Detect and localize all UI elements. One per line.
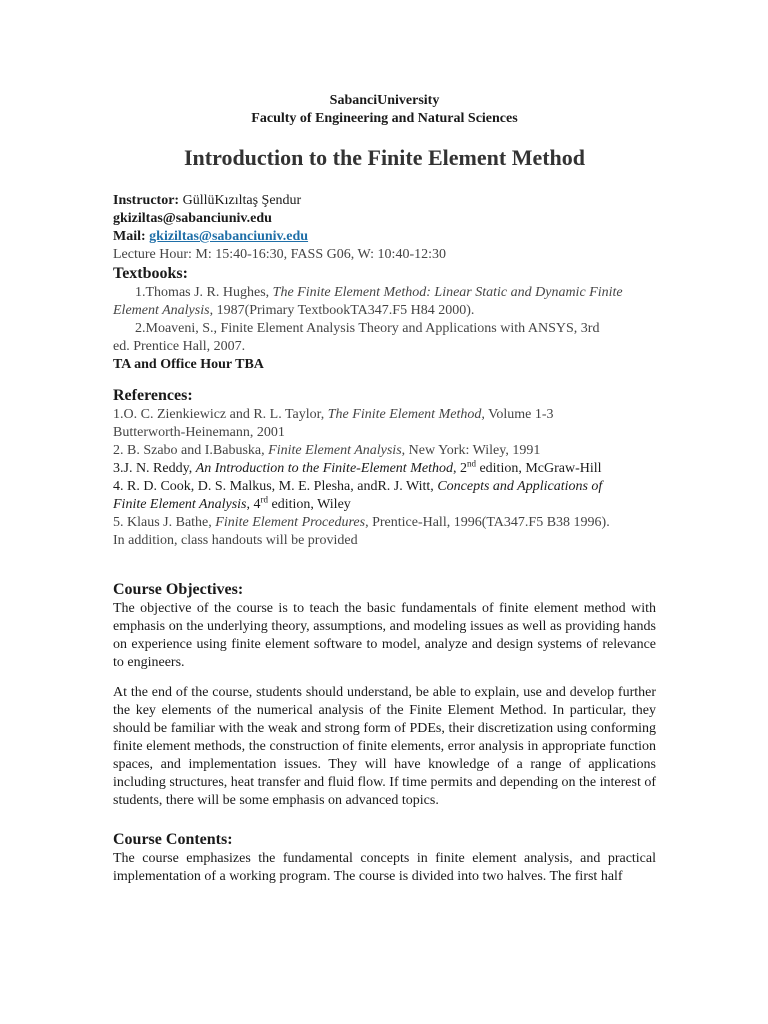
- textbook-1-details: , 1987(Primary TextbookTA347.F5 H84 2000).: [209, 303, 475, 318]
- textbook-2-line1: 2.Moaveni, S., Finite Element Analysis Theory and Applications with ANSYS, 3rd: [135, 321, 600, 336]
- reference-3-authors: 3.J. N. Reddy,: [113, 461, 196, 476]
- page-title: Introduction to the Finite Element Method: [183, 145, 586, 170]
- university-name: SabanciUniversity: [329, 93, 440, 108]
- mail-label: Mail:: [113, 229, 146, 244]
- textbook-1-authors: 1.Thomas J. R. Hughes,: [135, 285, 273, 300]
- reference-4-sup: rd: [260, 494, 268, 505]
- reference-5: [113, 514, 656, 532]
- document-body: [113, 92, 656, 886]
- reference-5-title: Finite Element Procedures: [215, 515, 366, 530]
- reference-3-title: An Introduction to the Finite-Element Method: [195, 461, 453, 476]
- reference-2-authors: 2. B. Szabo and I.Babuska,: [113, 443, 269, 458]
- reference-1-title: The Finite Element Method,: [327, 407, 485, 422]
- references-heading: References:: [113, 387, 193, 404]
- reference-3: [113, 460, 656, 478]
- textbooks-heading: Textbooks:: [113, 265, 188, 282]
- objectives-heading: Course Objectives:: [113, 581, 244, 598]
- reference-2-title: Finite Element Analysis: [268, 443, 402, 458]
- contents-paragraph-1: The course emphasizes the fundamental concepts in finite element analysis, and practical implementation of a working program. The course is divided into two halves. The first half: [113, 851, 656, 884]
- reference-4: [113, 478, 656, 514]
- reference-3-sup: nd: [466, 458, 476, 469]
- contents-heading: Course Contents:: [113, 831, 233, 848]
- reference-4-publisher: edition, Wiley: [268, 497, 351, 512]
- reference-4-line2: [113, 496, 656, 514]
- objectives-paragraph-2: At the end of the course, students should understand, be able to explain, use and develop further the key elements of the numerical analysis of the Finite Element Method. In particular, they should be familiar with the weak and strong form of PDEs, their discretization using conforming finite element methods, the construction of finite elements, error analysis in appropriate function spaces, and implementation issues. They will have knowledge of a range of applications including structures, heat transfer and fluid flow. If time permits and depending on the interest of students, there will be some emphasis on advanced topics.: [113, 685, 656, 808]
- textbook-1: [113, 284, 656, 320]
- reference-1-volume: Volume 1-3: [484, 407, 554, 422]
- textbook-1-title: The Finite Element Method: Linear Static and Dynamic Finite Element Analysis: [113, 285, 623, 318]
- reference-4-edition: , 4: [246, 497, 261, 512]
- reference-3-edition: , 2: [452, 461, 467, 476]
- reference-1-publisher: Butterworth-Heinemann, 2001: [113, 425, 285, 440]
- lecture-hours: Lecture Hour: M: 15:40-16:30, FASS G06, W: 10:40-12:30: [113, 247, 446, 262]
- email-plain: gkiziltas@sabanciuniv.edu: [113, 211, 272, 226]
- reference-3-publisher: edition, McGraw-Hill: [475, 461, 602, 476]
- reference-4-title: Concepts and Applications of: [437, 479, 603, 494]
- reference-4-authors: 4. R. D. Cook, D. S. Malkus, M. E. Plesha, andR. J. Witt,: [113, 479, 438, 494]
- instructor-label: Instructor:: [113, 193, 180, 208]
- faculty-name: Faculty of Engineering and Natural Sciences: [251, 111, 518, 126]
- reference-1-authors: 1.O. C. Zienkiewicz and R. L. Taylor,: [113, 407, 328, 422]
- instructor-line: [113, 192, 656, 210]
- mail-line: [113, 228, 656, 246]
- textbook-2-line2: ed. Prentice Hall, 2007.: [113, 339, 246, 354]
- reference-1: [113, 406, 656, 442]
- handouts-note: In addition, class handouts will be provided: [113, 533, 358, 548]
- reference-4-title2: Finite Element Analysis: [113, 497, 247, 512]
- textbook-2: [113, 320, 656, 356]
- reference-2-details: , New York: Wiley, 1991: [401, 443, 541, 458]
- mail-link[interactable]: gkiziltas@sabanciuniv.edu: [149, 229, 309, 244]
- reference-5-authors: 5. Klaus J. Bathe,: [113, 515, 216, 530]
- reference-2: [113, 442, 656, 460]
- objectives-paragraph-1: The objective of the course is to teach the basic fundamentals of finite element method with emphasis on the underlying theory, assumptions, and modeling issues as well as providing hands on experience using finite element software to model, analyze and design systems of relevance to engineers.: [113, 601, 656, 670]
- ta-office-hour: TA and Office Hour TBA: [113, 357, 264, 372]
- instructor-name: GüllüKızıltaş Şendur: [182, 193, 302, 208]
- reference-5-details: , Prentice-Hall, 1996(TA347.F5 B38 1996).: [365, 515, 610, 530]
